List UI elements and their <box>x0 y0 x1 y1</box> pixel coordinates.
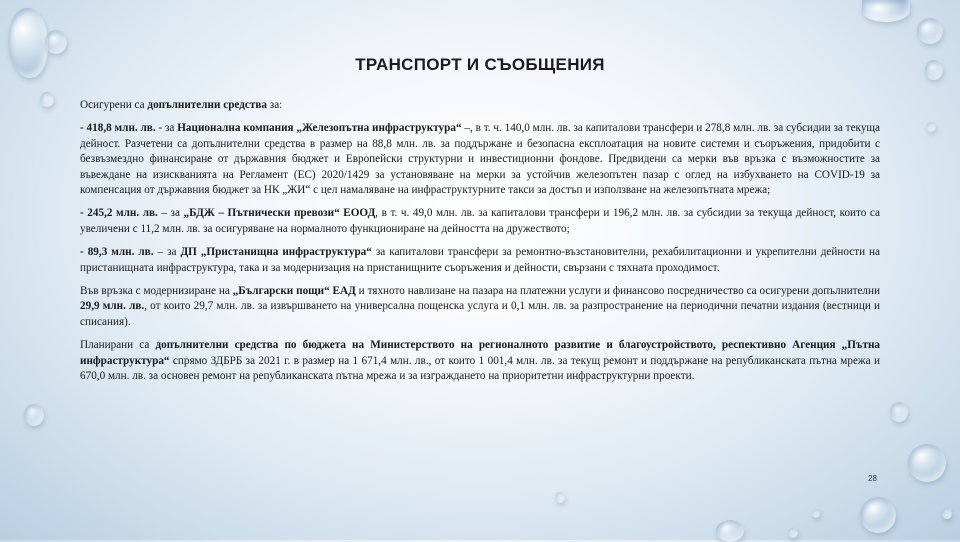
text-run: , от които 29,7 млн. лв. за извършването на универсална пощенска услуга и 0,1 млн. лв. за разпространение на периодични печатни издания (вестници и списания). <box>80 300 880 328</box>
text-run: за: <box>267 99 283 111</box>
text-run: – за <box>157 207 184 220</box>
amount: - 418,8 млн. лв. <box>80 122 156 135</box>
paragraph-road-infrastructure <box>80 338 880 384</box>
paragraph-railway-infrastructure <box>80 121 880 198</box>
water-drop-decoration <box>917 18 943 44</box>
water-drop-decoration <box>45 30 67 54</box>
text-run: Осигурени са <box>80 99 148 111</box>
water-drop-decoration <box>788 528 798 538</box>
entity-name: ДП „Пристанищна инфраструктура“ <box>180 246 372 259</box>
entity-name: Национална компания „Железопътна инфраструктура“ <box>177 122 462 135</box>
text-run: Планирани са <box>80 339 156 352</box>
text-run: , в т. ч. 49,0 млн. лв. за капиталови трансфери и 196,2 млн. лв. за субсидии за текуща дейност, които са увеличени с 11,2 млн. лв. за осигуряване на нормалното функциониране на дейността на дружеството; <box>80 207 881 235</box>
water-drop-decoration <box>555 492 565 503</box>
text-run: спрямо ЗДБРБ за 2021 г. в размер на 1 671,4 млн. лв., от които 1 001,4 млн. лв. за текущ ремонт и поддържане на републиканската пътна мрежа и 670,0 млн. лв. за основен ремонт на републиканската пътна мрежа и за изграждането на приоритетни инфраструктурни проекти. <box>80 354 880 383</box>
water-drop-decoration <box>890 402 908 422</box>
paragraph-intro <box>80 98 880 113</box>
paragraph-bulgarian-posts <box>80 284 880 330</box>
paragraph-port-infrastructure <box>80 245 880 276</box>
water-drop-decoration <box>716 520 744 542</box>
water-drop-decoration <box>862 0 910 22</box>
entity-name: „Български пощи“ ЕАД <box>232 285 356 298</box>
text-run: – за <box>153 246 181 259</box>
water-drop-decoration <box>926 122 936 132</box>
entity-name: „БДЖ – Пътнически превози“ ЕООД <box>183 207 376 220</box>
amount: 29,9 млн. лв. <box>80 300 145 313</box>
water-drop-decoration <box>942 508 952 519</box>
water-drop-decoration <box>24 404 44 426</box>
text-run: –, в т. ч. 140,0 млн. лв. за капиталови трансфери и 278,8 млн. лв. за субсидии за текуща дейност. Разчетени са допълнителни средства в размер на 88,8 млн. лв. за поддържане и безопасна експлоатация на новите системи и съоръжения, придобити с безвъзмездно финансиране от държавния бюджет и Европейски структурни и инвестиционни фондове. Предвидени са мерки във връзка с възможностите за въвеждане на изискванията на Регламент (ЕС) 2020/1429 за установяване на мерки за устойчив железопътен пазар с оглед на избухването на COVID-19 за компенсация от държавния бюджет за НК „ЖИ“ с цел намаляване на инфраструктурните такси за достъп и използване на железопътната мрежа; <box>80 122 880 197</box>
water-drop-decoration <box>860 497 896 533</box>
page-number: 28 <box>868 474 877 483</box>
text-run-bold: допълнителни средства <box>147 99 267 111</box>
water-drop-decoration <box>40 92 54 107</box>
water-drop-decoration <box>812 510 820 518</box>
amount: - 245,2 млн. лв. <box>80 207 158 220</box>
text-run: Във връзка с модернизиране на <box>80 285 233 298</box>
slide-title: ТРАНСПОРТ И СЪОБЩЕНИЯ <box>355 55 605 74</box>
paragraph-bdz <box>80 206 880 237</box>
entity-name: допълнителни средства по бюджета на Министерството на регионалното развитие и благоустройството, респективно Агенция „Пътна инфраструктура“ <box>80 339 880 367</box>
amount: - 89,3 млн. лв. <box>80 246 154 259</box>
slide-body <box>80 98 880 393</box>
text-run: за капиталови трансфери за ремонтно-възстановителни, рехабилитационни и укрепителни дейности на пристанищната инфраструктура, така и за модернизация на пристанищните съоръжения и дейности, свързани с тяхната проходимост. <box>80 246 881 274</box>
text-run: - за <box>155 122 178 135</box>
water-drop-decoration <box>908 444 946 482</box>
text-run: и тяхното навлизане на пазара на платежни услуги и финансово посредничество са осигурени допълнителни <box>355 285 880 298</box>
